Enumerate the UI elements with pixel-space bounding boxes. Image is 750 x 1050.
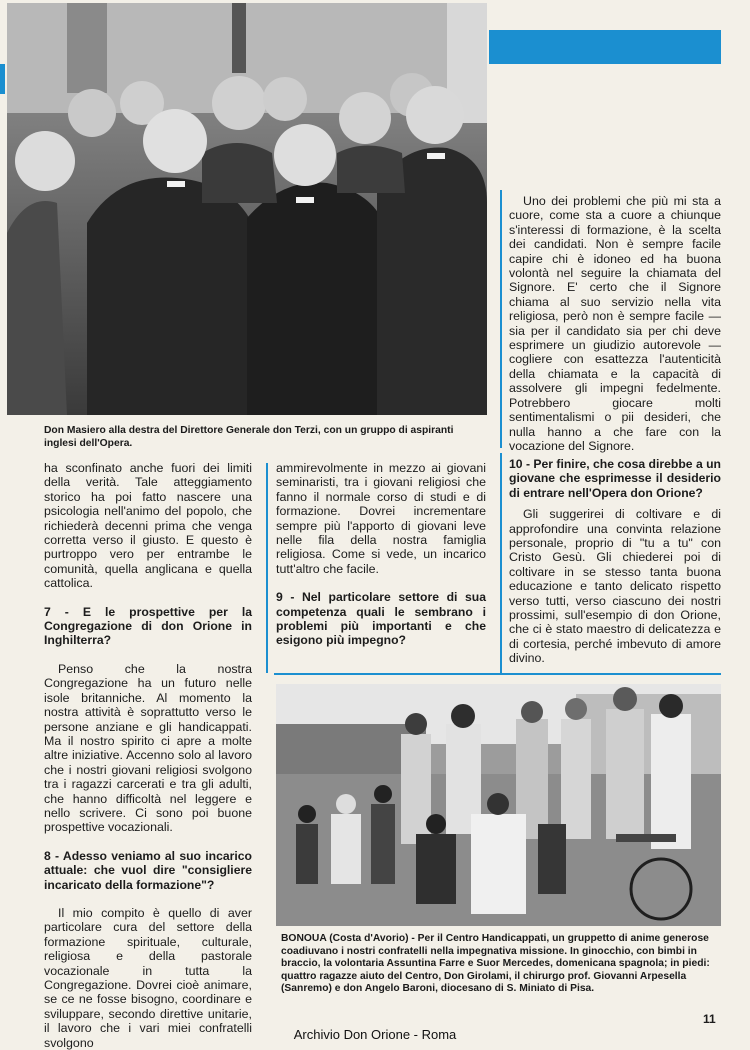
question-9: 9 - Nel particolare settore di sua competenza quali le sembrano i problemi più importanti e che esigono più impegno? — [276, 590, 486, 648]
bottom-photo-caption: BONOUA (Costa d'Avorio) - Per il Centro Handicappati, un gruppetto di anime generose coadiuvano i nostri confratelli nella impegnativa missione. In ginocchio, con bimbi in braccio, la volontaria Assuntina Farre e Suor Mercedes, domenicana spagnola; in piedi: quattro ragazze aiuto del Centro, Don Girolami, il chirurgo prof. Giovanni Arpesella (Sanremo) e don Angelo Baroni, diocesano di S. Miniato di Pisa. — [281, 933, 710, 994]
top-photo — [7, 3, 487, 415]
right-intro-column — [509, 194, 721, 453]
col3-paragraph-1: Gli suggerirei di coltivare e di approfondire una convinta relazione personale, proprio di "tu a tu" con Cristo Gesù. Gli chiederei poi di coltivare in se stesso tanta buona educazione e tanto delicato rispetto verso tutti, verso ciascuno dei nostri prossimi, sull'esempio di don Orione, che ci è stato maestro di delicatezza e di cortesia, perché imbevuto di amore divino. — [509, 507, 721, 666]
question-10: 10 - Per finire, che cosa direbbe a un giovane che esprimesse il desiderio di entrare nell'Opera don Orione? — [509, 457, 722, 500]
column-3-rule — [500, 453, 502, 673]
right-intro-rule — [500, 190, 502, 448]
column-3 — [509, 457, 721, 666]
column-1 — [44, 461, 252, 1050]
col1-paragraph-1: ha sconfinato anche fuori dei limiti della verità. Tale atteggiamento storico ha poi fatto nascere una psicologia nell'animo del popolo, che richiederà decenni prima che venga corretta verso il giusto. E questo è purtroppo vero per entrambe le comunità, quella anglicana e quella cattolica. — [44, 461, 252, 591]
question-7: 7 - E le prospettive per la Congregazione di don Orione in Inghilterra? — [44, 604, 252, 648]
archive-footer: Archivio Don Orione - Roma — [293, 1027, 457, 1042]
right-intro-paragraph: Uno dei problemi che più mi sta a cuore, come sta a cuore a chiunque s'interessi di formazione, è la scelta dei candidati. Non è sempre facile capire chi è idoneo ed ha buona volontà nel seguire la chiamata del Signore. E' certo che il Signore chiama al suo servizio nella vita religiosa, però non è sempre facile — sia per il candidato sia per chi deve esprimere un giudizio autorevole — cogliere con esattezza l'autenticità della chiamata e la capacità di assolvere gli impegni fedelmente. Potrebbero giocare molti sentimentalismi o pii desideri, che nulla hanno a che fare con la vocazione del Signore. — [509, 194, 721, 453]
blue-header-bar — [489, 30, 721, 64]
col1-paragraph-3: Il mio compito è quello di aver particolare cura del settore della formazione spirituale, culturale, religiosa e della pastorale vocazionale in tutta la Congregazione. Dovrei cioè animare, se ce ne fosse bisogno, coordinare e sviluppare, secondo direttive unitarie, il lavoro che i vari miei confratelli svolgono — [44, 905, 252, 1050]
bottom-photo — [276, 684, 721, 926]
group-photo-handicap-centre-image — [276, 684, 721, 926]
question-8: 8 - Adesso veniamo al suo incarico attuale: che vuol dire "consigliere incaricato della formazione"? — [44, 848, 252, 892]
col2-paragraph-1: ammirevolmente in mezzo ai giovani seminaristi, tra i giovani religiosi che fanno il normale corso di studi e di formazione. Dovrei incrementare sempre più l'apporto di giovani leve nelle fila della nostra famiglia religiosa. Come si vede, un incarico tutt'altro che facile. — [276, 461, 486, 576]
column-2-rule — [266, 463, 268, 673]
col1-paragraph-2: Penso che la nostra Congregazione ha un futuro nelle isole britanniche. Al momento la nostra attività è soprattutto verso le persone anziane e gli handicappati. Ma il nostro spirito ci apre a molte altre iniziative. Accenno solo al lavoro che i nostri giovani religiosi svolgono tra i ragazzi carcerati e tra gli adulti, che hanno difficoltà nel leggere e nello scrivere. Ci sono poi buone prospettive vocazionali. — [44, 661, 252, 835]
blue-edge-tab — [0, 64, 5, 94]
group-photo-priests-image — [7, 3, 487, 415]
column-2 — [276, 461, 486, 648]
top-photo-caption: Don Masiero alla destra del Direttore Generale don Terzi, con un gruppo di aspiranti inglesi dell'Opera. — [44, 425, 454, 449]
page-number: 11 — [703, 1012, 716, 1026]
bottom-section-rule — [274, 673, 721, 675]
